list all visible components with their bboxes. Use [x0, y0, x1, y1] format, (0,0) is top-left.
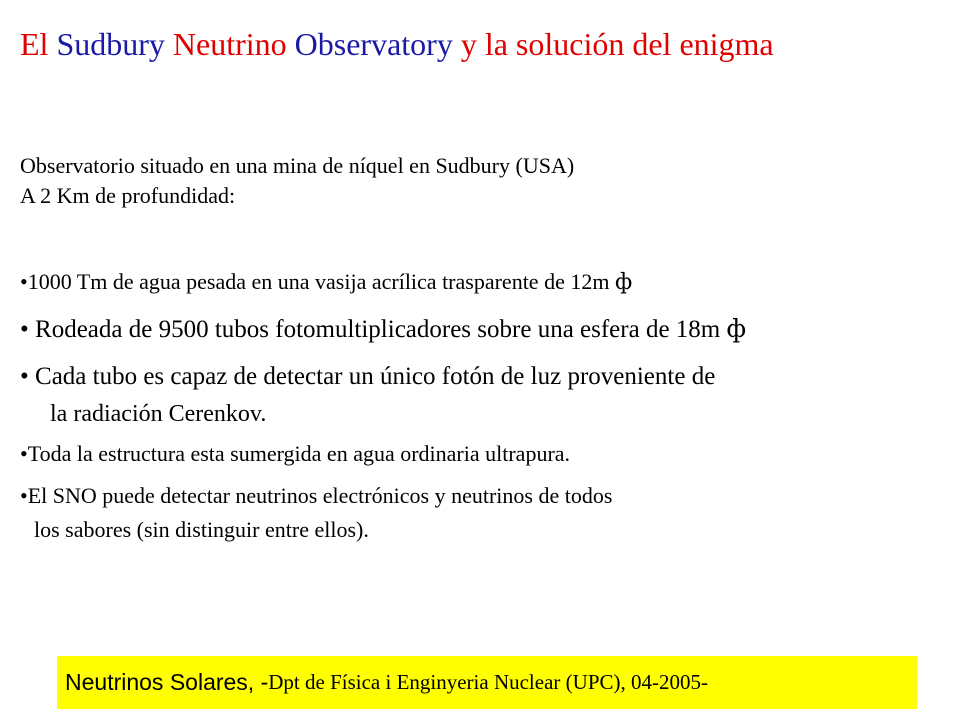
bullet-item-5-continuation: los sabores (sin distinguir entre ellos).: [34, 517, 369, 542]
slide-title: [20, 24, 774, 64]
footer-course-title: Neutrinos Solares, -: [65, 669, 269, 695]
bullet-text: Toda la estructura esta sumergida en agua ordinaria ultrapura.: [27, 441, 571, 466]
bullet-text: Cada tubo es capaz de detectar un único fotón de luz proveniente de: [28, 363, 716, 390]
bullet-text: El SNO puede detectar neutrinos electrónicos y neutrinos de todos: [27, 483, 613, 508]
bullet-marker: •: [20, 316, 29, 343]
bullet-item-4: [20, 440, 570, 468]
intro-line-2: A 2 Km de profundidad:: [20, 183, 236, 208]
title-el: El: [20, 26, 57, 62]
title-rest: y la solución del enigma: [452, 26, 774, 62]
title-sudbury: Sudbury: [56, 26, 173, 62]
footer-banner: [57, 656, 917, 709]
bullet-marker: •: [20, 363, 29, 390]
bullet-marker: •: [20, 483, 28, 508]
bullet-item-2: [20, 314, 746, 345]
bullet-text: Rodeada de 9500 tubos fotomultiplicadores sobre una esfera de 18m: [28, 316, 727, 343]
intro-line-1: Observatorio situado en una mina de níquel en Sudbury (USA): [20, 153, 575, 178]
bullet-marker: •: [20, 441, 28, 466]
diameter-symbol: ф: [614, 270, 633, 295]
bullet-item-3: [20, 362, 715, 392]
bullet-marker: •: [20, 269, 28, 294]
title-neutrino: Neutrino: [172, 26, 295, 62]
diameter-symbol: ф: [726, 314, 747, 343]
title-observatory: Observatory: [294, 26, 453, 62]
bullet-item-5: [20, 482, 612, 510]
bullet-item-1: [20, 268, 632, 297]
bullet-item-3-continuation: la radiación Cerenkov.: [50, 401, 267, 427]
footer-department: Dpt de Física i Enginyeria Nuclear (UPC), 04-2005-: [268, 670, 708, 694]
bullet-text: 1000 Tm de agua pesada en una vasija acrílica trasparente de 12m: [27, 269, 615, 294]
